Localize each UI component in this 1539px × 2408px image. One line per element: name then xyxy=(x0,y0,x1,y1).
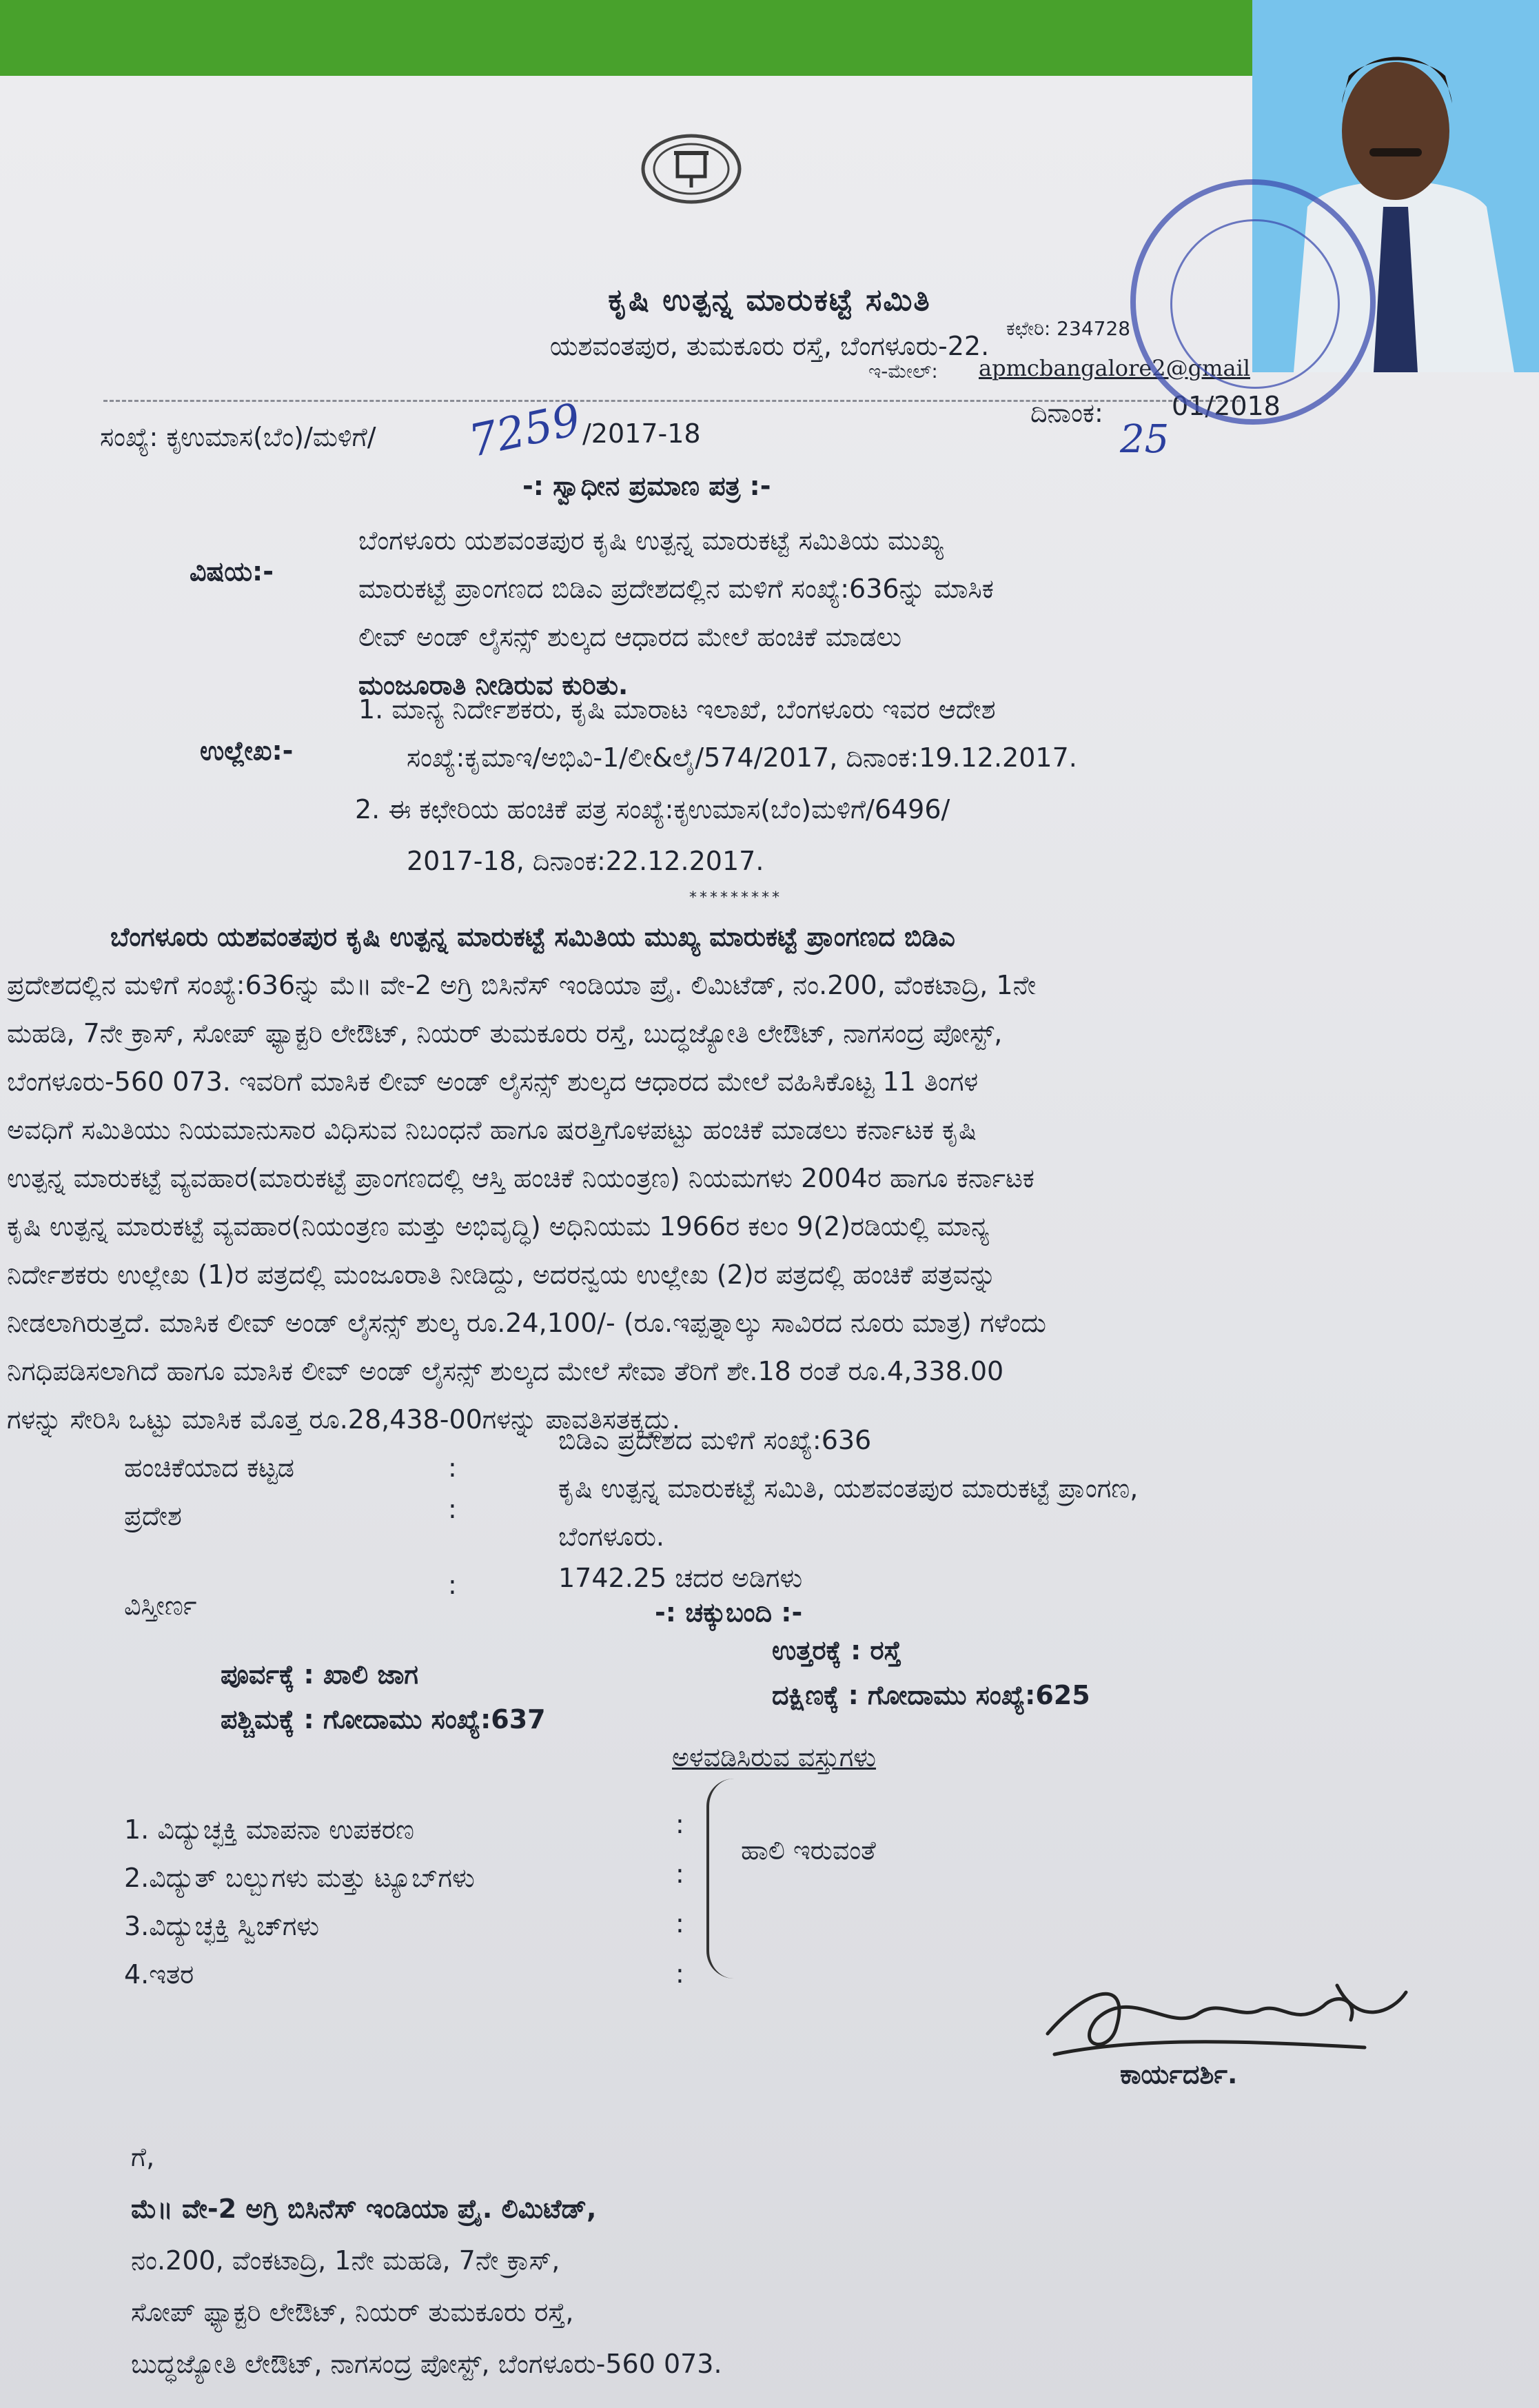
body-line: ಬೆಂಗಳೂರು ಯಶವಂತಪುರ ಕೃಷಿ ಉತ್ಪನ್ನ ಮಾರುಕಟ್ಟೆ ಸಮಿತಿಯ ಮುಖ್ಯ ಮಾರುಕಟ್ಟೆ ಪ್ರಾಂಗಣದ ಬಿಡಿಎ xyxy=(110,922,955,952)
office-seal-stamp xyxy=(1130,179,1376,425)
date-printed: 01/2018 xyxy=(1172,391,1281,421)
body-line: ನಿಗಧಿಪಡಿಸಲಾಗಿದೆ ಹಾಗೂ ಮಾಸಿಕ ಲೀವ್ ಅಂಡ್ ಲೈಸನ್ಸ್ ಶುಲ್ಕದ ಮೇಲೆ ಸೇವಾ ತೆರಿಗೆ ಶೇ.18 ರಂತೆ ರೂ.4,338.00 xyxy=(7,1356,1004,1386)
subject-line: ಮಂಜೂರಾತಿ ನೀಡಿರುವ ಕುರಿತು. xyxy=(358,670,629,700)
date-handwritten: 25 xyxy=(1120,417,1170,462)
email-value: apmcbangalore2@gmail xyxy=(979,355,1251,381)
fittings-status: ಹಾಲಿ ಇರುವಂತೆ xyxy=(741,1835,876,1865)
subject-line: ಬೆಂಗಳೂರು ಯಶವಂತಪುರ ಕೃಷಿ ಉತ್ಪನ್ನ ಮಾರುಕಟ್ಟೆ ಸಮಿತಿಯ ಮುಖ್ಯ xyxy=(358,525,944,556)
fitting-item: 1. ವಿದ್ಯುಚ್ಛಕ್ತಿ ಮಾಪನಾ ಉಪಕರಣ xyxy=(124,1814,414,1845)
boundary-west: ಪಶ್ಚಿಮಕ್ಕೆ : ಗೋದಾಮು ಸಂಖ್ಯೆ:637 xyxy=(221,1704,546,1734)
subject-line: ಮಾರುಕಟ್ಟೆ ಪ್ರಾಂಗಣದ ಬಿಡಿಎ ಪ್ರದೇಶದಲ್ಲಿನ ಮಳಿಗೆ ಸಂಖ್ಯೆ:636ನ್ನು ಮಾಸಿಕ xyxy=(358,574,994,604)
area-label: ಪ್ರದೇಶ xyxy=(124,1501,182,1531)
fittings-title: ಅಳವಡಿಸಿರುವ ವಸ್ತುಗಳು xyxy=(672,1742,877,1772)
boundary-east: ಪೂರ್ವಕ್ಕೆ : ಖಾಲಿ ಜಾಗ xyxy=(221,1659,418,1690)
emblem-logo xyxy=(640,131,743,207)
details-colon: : xyxy=(448,1494,457,1524)
fitting-item: 2.ವಿದ್ಯುತ್ ಬಲ್ಬುಗಳು ಮತ್ತು ಟ್ಯೂಬ್‌ಗಳು xyxy=(124,1863,475,1893)
boundary-north: ಉತ್ತರಕ್ಕೆ : ರಸ್ತೆ xyxy=(772,1635,901,1666)
area-value: ಕೃಷಿ ಉತ್ಪನ್ನ ಮಾರುಕಟ್ಟೆ ಸಮಿತಿ, ಯಶವಂತಪುರ ಮಾರುಕಟ್ಟೆ ಪ್ರಾಂಗಣ, xyxy=(558,1473,1139,1504)
recipient-line: ಬುದ್ಧಜ್ಯೋತಿ ಲೇಔಟ್, ನಾಗಸಂದ್ರ ಪೋಸ್ಟ್, ಬೆಂಗಳೂರು-560 073. xyxy=(131,2349,722,2379)
recipient-line: ಮೆ॥ ವೇ-2 ಅಗ್ರಿ ಬಿಸಿನೆಸ್ ಇಂಡಿಯಾ ಪ್ರೈ. ಲಿಮಿಟೆಡ್, xyxy=(131,2194,597,2224)
document-title: -: ಸ್ವಾಧೀನ ಪ್ರಮಾಣ ಪತ್ರ :- xyxy=(522,471,771,501)
references-label: ಉಲ್ಲೇಖ:- xyxy=(200,736,294,766)
building-value: ಬಿಡಿಎ ಪ್ರದೇಶದ ಮಳಿಗೆ ಸಂಖ್ಯೆ:636 xyxy=(558,1425,872,1455)
subject-line: ಲೀವ್ ಅಂಡ್ ಲೈಸನ್ಸ್ ಶುಲ್ಕದ ಆಧಾರದ ಮೇಲೆ ಹಂಚಿಕೆ ಮಾಡಲು xyxy=(358,622,902,652)
reference-number-handwritten: 7259 xyxy=(465,394,585,468)
org-address: ಯಶವಂತಪುರ, ತುಮಕೂರು ರಸ್ತೆ, ಬೆಂಗಳೂರು-22. xyxy=(549,331,990,361)
body-line: ಉತ್ಪನ್ನ ಮಾರುಕಟ್ಟೆ ವ್ಯವಹಾರ(ಮಾರುಕಟ್ಟೆ ಪ್ರಾಂಗಣದಲ್ಲಿ ಆಸ್ತಿ ಹಂಚಿಕೆ ನಿಯಂತ್ರಣ) ನಿಯಮಗಳು 2004ರ ಹಾಗೂ ಕರ್ನಾಟಕ xyxy=(7,1163,1035,1193)
date-label: ದಿನಾಂಕ: xyxy=(1030,398,1103,428)
reference-number-label: ಸಂಖ್ಯೆ: ಕೃಉಮಾಸ(ಬೆಂ)/ಮಳಿಗೆ/ xyxy=(100,422,376,452)
recipient-to: ಗೆ, xyxy=(131,2142,155,2172)
recipient-line: ಸೋಪ್ ಫ್ಯಾಕ್ಟರಿ ಲೇಔಟ್, ನಿಯರ್ ತುಮಕೂರು ರಸ್ತೆ, xyxy=(131,2297,574,2327)
building-label: ಹಂಚಿಕೆಯಾದ ಕಟ್ಟಡ xyxy=(124,1453,294,1483)
office-phone: ಕಛೇರಿ: 234728 xyxy=(1006,317,1131,340)
boundary-south: ದಕ್ಷಿಣಕ್ಕೆ : ಗೋದಾಮು ಸಂಖ್ಯೆ:625 xyxy=(772,1680,1090,1710)
reference-line: 1. ಮಾನ್ಯ ನಿರ್ದೇಶಕರು, ಕೃಷಿ ಮಾರಾಟ ಇಲಾಖೆ, ಬೆಂಗಳೂರು ಇವರ ಆದೇಶ xyxy=(358,694,996,725)
document-page xyxy=(0,76,1539,2408)
body-line: ನೀಡಲಾಗಿರುತ್ತದೆ. ಮಾಸಿಕ ಲೀವ್ ಅಂಡ್ ಲೈಸನ್ಸ್ ಶುಲ್ಕ ರೂ.24,100/- (ರೂ.ಇಪ್ಪತ್ನಾಲ್ಕು ಸಾವಿರದ ನೂರು ಮಾತ್ರ) ಗಳೆಂದು xyxy=(7,1308,1047,1338)
signatory-designation: ಕಾರ್ಯದರ್ಶಿ. xyxy=(1120,2059,1238,2090)
details-colon: : xyxy=(448,1570,457,1600)
reference-line: ಸಂಖ್ಯೆ:ಕೃಮಾಇ/ಅಭಿವಿ-1/ಲೀ&ಲೈ/574/2017, ದಿನಾಂಕ:19.12.2017. xyxy=(407,742,1077,773)
body-line: ಪ್ರದೇಶದಲ್ಲಿನ ಮಳಿಗೆ ಸಂಖ್ಯೆ:636ನ್ನು ಮೆ॥ ವೇ-2 ಅಗ್ರಿ ಬಿಸಿನೆಸ್ ಇಂಡಿಯಾ ಪ್ರೈ. ಲಿಮಿಟೆಡ್, ನಂ.200, ವೆಂಕಟಾದ್ರಿ, 1ನೇ xyxy=(7,970,1037,1000)
extent-value: 1742.25 ಚದರ ಅಡಿಗಳು xyxy=(558,1563,803,1593)
separator: ********* xyxy=(689,889,782,907)
details-colon: : xyxy=(448,1453,457,1483)
reference-number-suffix: /2017-18 xyxy=(582,418,701,449)
recipient-line: ನಂ.200, ವೆಂಕಟಾದ್ರಿ, 1ನೇ ಮಹಡಿ, 7ನೇ ಕ್ರಾಸ್, xyxy=(131,2245,560,2276)
area-value: ಬೆಂಗಳೂರು. xyxy=(558,1521,665,1552)
body-line: ಅವಧಿಗೆ ಸಮಿತಿಯು ನಿಯಮಾನುಸಾರ ವಿಧಿಸುವ ನಿಬಂಧನೆ ಹಾಗೂ ಷರತ್ತಿಗೊಳಪಟ್ಟು ಹಂಚಿಕೆ ಮಾಡಲು ಕರ್ನಾಟಕ ಕೃಷಿ xyxy=(7,1115,977,1145)
subject-label: ವಿಷಯ:- xyxy=(190,556,274,587)
body-line: ನಿರ್ದೇಶಕರು ಉಲ್ಲೇಖ (1)ರ ಪತ್ರದಲ್ಲಿ ಮಂಜೂರಾತಿ ನೀಡಿದ್ದು, ಅದರನ್ವಯ ಉಲ್ಲೇಖ (2)ರ ಪತ್ರದಲ್ಲಿ ಹಂಚಿಕೆ ಪತ್ರವನ್ನು xyxy=(7,1259,997,1290)
email-label: ಇ-ಮೇಲ್: xyxy=(868,360,938,383)
fitting-colons: : : : : xyxy=(675,1809,684,1989)
org-name: ಕೃಷಿ ಉತ್ಪನ್ನ ಮಾರುಕಟ್ಟೆ ಸಮಿತಿ xyxy=(608,283,931,318)
boundaries-title: -: ಚಕ್ಕುಬಂದಿ :- xyxy=(655,1597,803,1628)
body-line: ಕೃಷಿ ಉತ್ಪನ್ನ ಮಾರುಕಟ್ಟೆ ವ್ಯವಹಾರ(ನಿಯಂತ್ರಣ ಮತ್ತು ಅಭಿವೃದ್ಧಿ) ಅಧಿನಿಯಮ 1966ರ ಕಲಂ 9(2)ರಡಿಯಲ್ಲಿ ಮಾನ್ಯ xyxy=(7,1211,990,1242)
body-line: ಗಳನ್ನು ಸೇರಿಸಿ ಒಟ್ಟು ಮಾಸಿಕ ಮೊತ್ತ ರೂ.28,438-00ಗಳನ್ನು ಪಾವತಿಸತಕ್ಕದ್ದು. xyxy=(7,1404,680,1435)
fitting-item: 3.ವಿದ್ಯುಚ್ಛಕ್ತಿ ಸ್ವಿಚ್‌ಗಳು xyxy=(124,1911,320,1941)
body-line: ಮಹಡಿ, 7ನೇ ಕ್ರಾಸ್, ಸೋಪ್ ಫ್ಯಾಕ್ಟರಿ ಲೇಔಟ್, ನಿಯರ್ ತುಮಕೂರು ರಸ್ತೆ, ಬುದ್ಧಜ್ಯೋತಿ ಲೇಔಟ್, ನಾಗಸಂದ್ರ ಪೋಸ್ಟ್, xyxy=(7,1018,1003,1049)
fitting-item: 4.ಇತರ xyxy=(124,1959,194,1990)
body-line: ಬೆಂಗಳೂರು-560 073. ಇವರಿಗೆ ಮಾಸಿಕ ಲೀವ್ ಅಂಡ್ ಲೈಸನ್ಸ್ ಶುಲ್ಕದ ಆಧಾರದ ಮೇಲೆ ವಹಿಸಿಕೊಟ್ಟ 11 ತಿಂಗಳ xyxy=(7,1066,979,1097)
reference-line: 2017-18, ದಿನಾಂಕ:22.12.2017. xyxy=(407,846,764,876)
fittings-brace xyxy=(706,1779,737,1979)
extent-label: ವಿಸ್ತೀರ್ಣ xyxy=(124,1590,197,1621)
reference-line: 2. ಈ ಕಛೇರಿಯ ಹಂಚಿಕೆ ಪತ್ರ ಸಂಖ್ಯೆ:ಕೃಉಮಾಸ(ಬೆಂ)ಮಳಿಗೆ/6496/ xyxy=(355,794,950,824)
